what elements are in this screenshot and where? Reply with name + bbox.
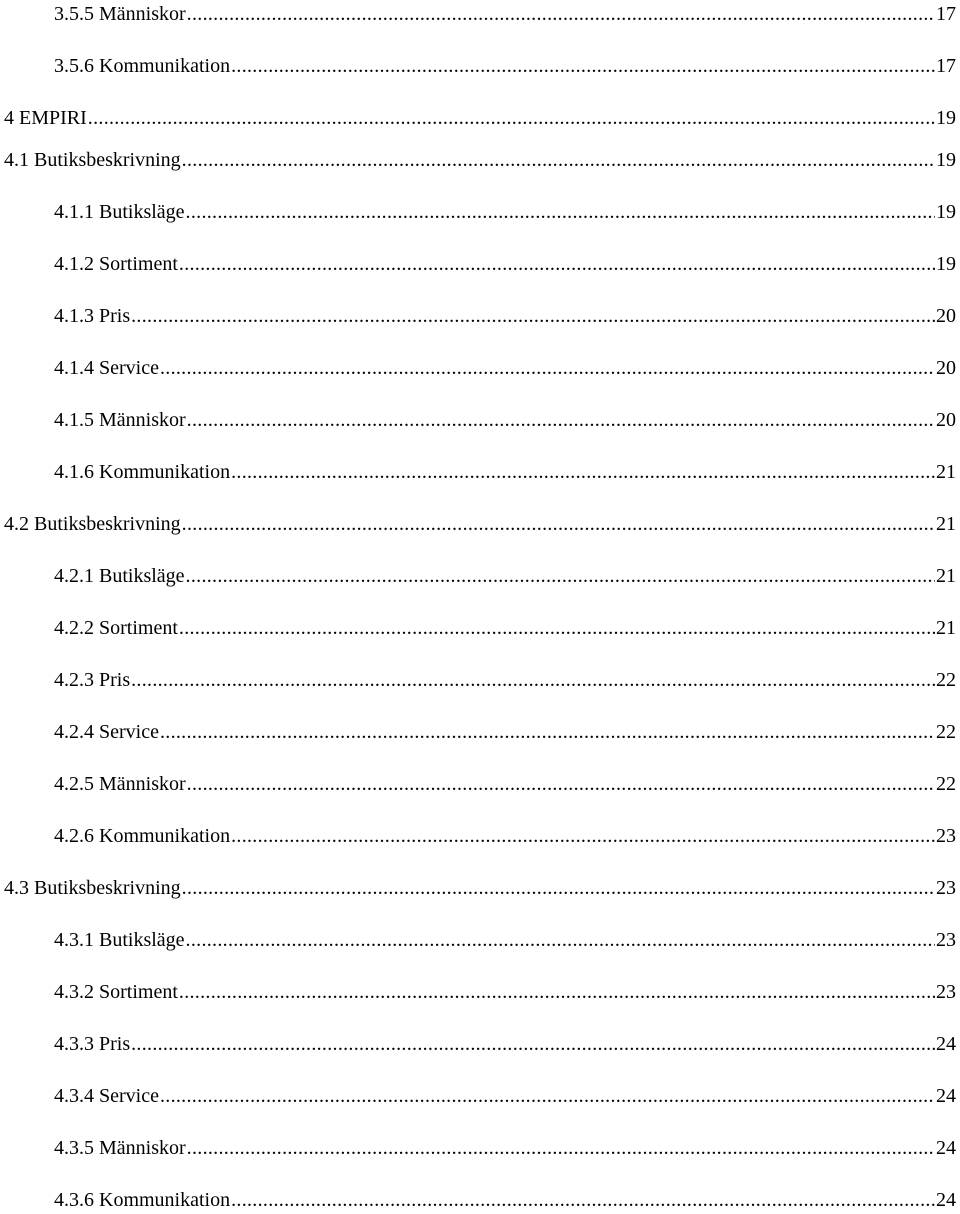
toc-page-number: 21 <box>936 513 956 535</box>
toc-page-number: 24 <box>936 1189 956 1211</box>
toc-entry-label: 4.3.6 Kommunikation <box>54 1189 231 1211</box>
toc-entry[interactable] <box>54 666 956 694</box>
toc-dot-leader <box>160 718 935 746</box>
toc-entry[interactable] <box>54 302 956 330</box>
toc-page-number: 20 <box>936 409 956 431</box>
toc-dot-leader <box>187 1134 935 1162</box>
toc-entry[interactable] <box>54 458 956 486</box>
toc-dot-leader <box>160 1082 935 1110</box>
toc-entry-label: 3.5.5 Människor <box>54 3 186 25</box>
toc-dot-leader <box>231 822 935 850</box>
toc-dot-leader <box>187 0 935 28</box>
toc-entry-label: 4.3 Butiksbeskrivning <box>4 877 181 899</box>
toc-entry-label: 4.2.2 Sortiment <box>54 617 178 639</box>
toc-entry-label: 4.1.4 Service <box>54 357 159 379</box>
toc-entry[interactable] <box>4 104 956 132</box>
toc-dot-leader <box>187 770 935 798</box>
toc-page-number: 24 <box>936 1085 956 1107</box>
toc-dot-leader <box>179 978 935 1006</box>
toc-dot-leader <box>131 1030 935 1058</box>
toc-page-number: 21 <box>936 565 956 587</box>
toc-dot-leader <box>187 406 935 434</box>
toc-entry[interactable] <box>54 822 956 850</box>
toc-entry[interactable] <box>54 406 956 434</box>
toc-page-number: 20 <box>936 357 956 379</box>
toc-page-number: 23 <box>936 981 956 1003</box>
toc-entry[interactable] <box>54 978 956 1006</box>
toc-entry[interactable] <box>54 1030 956 1058</box>
toc-dot-leader <box>131 302 935 330</box>
toc-page-number: 22 <box>936 669 956 691</box>
toc-entry-label: 4.3.1 Butiksläge <box>54 929 185 951</box>
toc-entry-label: 4.1.3 Pris <box>54 305 131 327</box>
toc-entry[interactable] <box>54 52 956 80</box>
toc-page-number: 23 <box>936 877 956 899</box>
toc-entry-label: 4.3.4 Service <box>54 1085 159 1107</box>
toc-dot-leader <box>179 614 935 642</box>
toc-page-number: 19 <box>936 107 956 129</box>
toc-page-number: 22 <box>936 721 956 743</box>
toc-entry-label: 4 EMPIRI <box>4 107 87 129</box>
toc-entry-label: 4.1.6 Kommunikation <box>54 461 231 483</box>
toc-page-number: 17 <box>936 55 956 77</box>
toc-page-number: 21 <box>936 461 956 483</box>
toc-entry[interactable] <box>54 1082 956 1110</box>
toc-page-number: 23 <box>936 929 956 951</box>
toc-dot-leader <box>182 874 935 902</box>
toc-entry[interactable] <box>54 1134 956 1162</box>
toc-page-number: 24 <box>936 1137 956 1159</box>
toc-page-number: 24 <box>936 1033 956 1055</box>
toc-page-number: 19 <box>936 201 956 223</box>
toc-entry[interactable] <box>54 1186 956 1214</box>
toc-entry-label: 4.3.5 Människor <box>54 1137 186 1159</box>
toc-entry-label: 4.2.4 Service <box>54 721 159 743</box>
toc-page-number: 23 <box>936 825 956 847</box>
toc-entry[interactable] <box>54 718 956 746</box>
toc-dot-leader <box>182 146 935 174</box>
toc-page-number: 21 <box>936 617 956 639</box>
toc-entry[interactable] <box>54 198 956 226</box>
toc-dot-leader <box>186 198 935 226</box>
toc-dot-leader <box>186 926 935 954</box>
toc-dot-leader <box>88 104 935 132</box>
toc-entry[interactable] <box>54 250 956 278</box>
toc-entry[interactable] <box>54 614 956 642</box>
toc-entry[interactable] <box>4 874 956 902</box>
toc-entry-label: 4.1.2 Sortiment <box>54 253 178 275</box>
toc-page-number: 22 <box>936 773 956 795</box>
toc-entry[interactable] <box>4 146 956 174</box>
toc-entry-label: 4.2 Butiksbeskrivning <box>4 513 181 535</box>
toc-entry-label: 4.2.1 Butiksläge <box>54 565 185 587</box>
toc-dot-leader <box>131 666 935 694</box>
toc-entry[interactable] <box>54 0 956 28</box>
toc-entry-label: 4.2.3 Pris <box>54 669 131 691</box>
toc-entry[interactable] <box>4 510 956 538</box>
toc-entry-label: 4.1.5 Människor <box>54 409 186 431</box>
toc-dot-leader <box>182 510 935 538</box>
toc-dot-leader <box>231 52 935 80</box>
toc-page-number: 20 <box>936 305 956 327</box>
toc-page-number: 19 <box>936 149 956 171</box>
toc-dot-leader <box>160 354 935 382</box>
toc-dot-leader <box>231 458 935 486</box>
toc-entry-label: 4.3.3 Pris <box>54 1033 131 1055</box>
toc-entry-label: 3.5.6 Kommunikation <box>54 55 231 77</box>
toc-entry[interactable] <box>54 354 956 382</box>
toc-dot-leader <box>179 250 935 278</box>
toc-entry[interactable] <box>54 926 956 954</box>
toc-dot-leader <box>231 1186 935 1214</box>
toc-page-number: 19 <box>936 253 956 275</box>
toc-page-number: 17 <box>936 3 956 25</box>
toc-dot-leader <box>186 562 935 590</box>
toc-entry-label: 4.2.5 Människor <box>54 773 186 795</box>
toc-entry-label: 4.2.6 Kommunikation <box>54 825 231 847</box>
toc-entry[interactable] <box>54 562 956 590</box>
toc-entry[interactable] <box>54 770 956 798</box>
toc-entry-label: 4.1 Butiksbeskrivning <box>4 149 181 171</box>
toc-entry-label: 4.3.2 Sortiment <box>54 981 178 1003</box>
toc-entry-label: 4.1.1 Butiksläge <box>54 201 185 223</box>
